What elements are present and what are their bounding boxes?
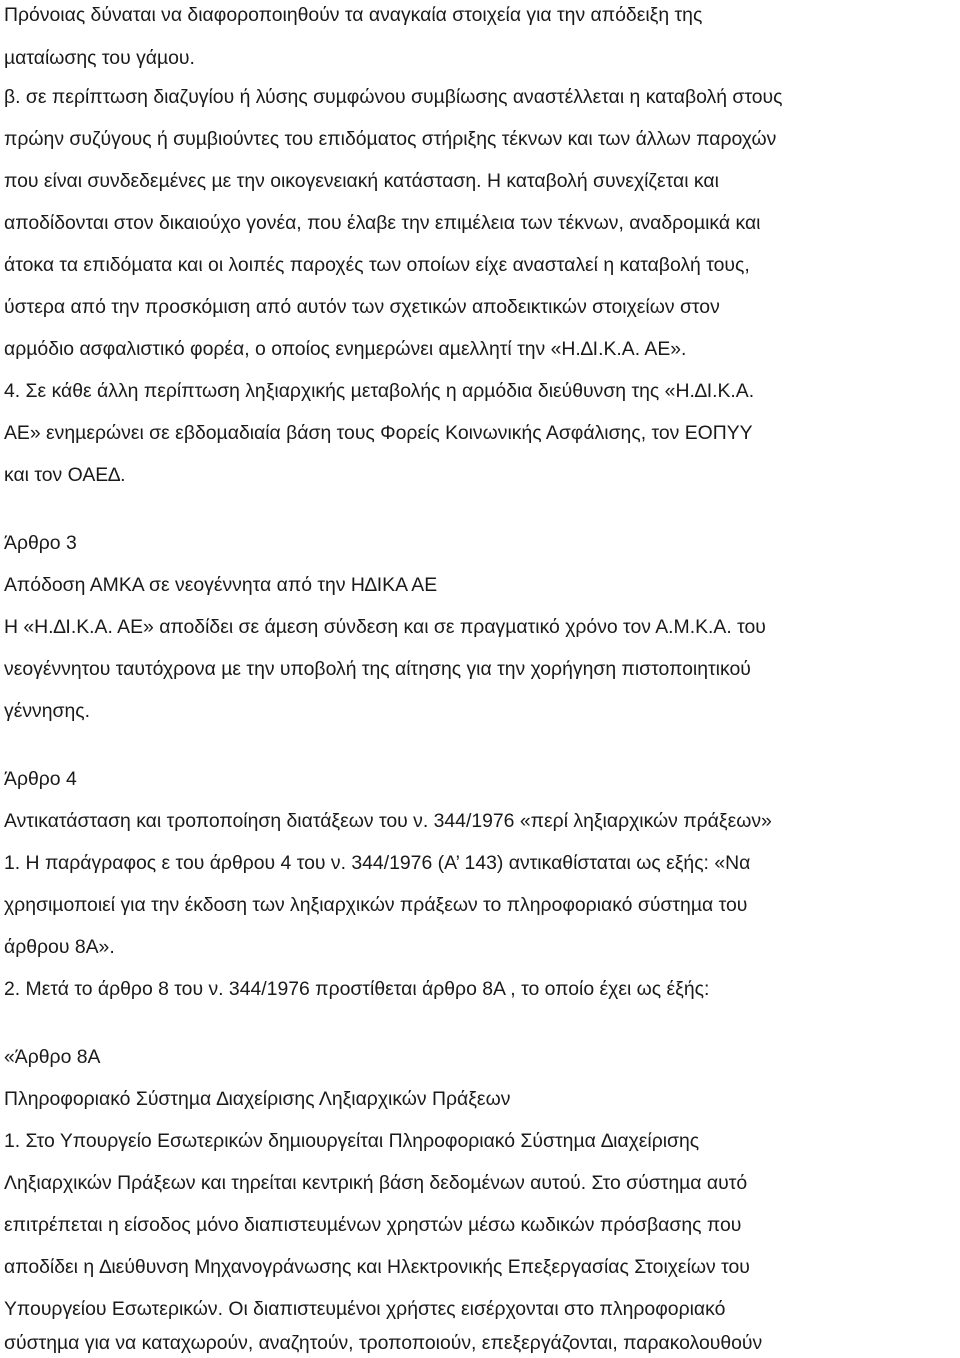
- article-title: Απόδοση ΑΜΚΑ σε νεογέννητα από την Η∆ΙΚΑ ΑΕ: [4, 574, 438, 596]
- text-line: 2. Μετά το άρθρο 8 του ν. 344/1976 προστίθεται άρθρο 8Α , το οποίο έχει ως έξής:: [4, 978, 710, 1000]
- article-title: Αντικατάσταση και τροποποίηση διατάξεων του ν. 344/1976 «περί ληξιαρχικών πράξεων»: [4, 810, 772, 832]
- text-line: 1. Η παράγραφος ε του άρθρου 4 του ν. 344/1976 (Α’ 143) αντικαθίσταται ως εξής: «Να: [4, 852, 751, 874]
- text-line: Πρόνοιας δύναται να διαφοροποιηθούν τα αναγκαία στοιχεία για την απόδειξη της: [4, 4, 703, 26]
- text-line: Η «Η.∆Ι.Κ.Α. ΑΕ» αποδίδει σε άµεση σύνδεση και σε πραγµατικό χρόνο τον Α.Μ.Κ.Α. του: [4, 616, 766, 638]
- text-line: Υπουργείου Εσωτερικών. Οι διαπιστευµένοι χρήστες εισέρχονται στο πληροφοριακό: [4, 1298, 726, 1320]
- article-heading: Άρθρο 4: [4, 768, 77, 790]
- text-line: νεογέννητου ταυτόχρονα µε την υποβολή της αίτησης για την χορήγηση πιστοποιητικού: [4, 658, 751, 680]
- text-line: αποδίδονται στον δικαιούχο γονέα, που έλαβε την επιµέλεια των τέκνων, αναδροµικά και: [4, 212, 761, 234]
- article-title: Πληροφοριακό Σύστηµα ∆ιαχείρισης Ληξιαρχικών Πράξεων: [4, 1088, 511, 1110]
- text-line: 4. Σε κάθε άλλη περίπτωση ληξιαρχικής µεταβολής η αρµόδια διεύθυνση της «Η.∆Ι.Κ.Α.: [4, 380, 755, 402]
- text-line: και τον ΟΑΕ∆.: [4, 464, 126, 486]
- text-line: ύστερα από την προσκόµιση από αυτόν των σχετικών αποδεικτικών στοιχείων στον: [4, 296, 720, 318]
- text-line: χρησιµοποιεί για την έκδοση των ληξιαρχικών πράξεων το πληροφοριακό σύστηµα του: [4, 894, 748, 916]
- text-line: Ληξιαρχικών Πράξεων και τηρείται κεντρική βάση δεδοµένων αυτού. Στο σύστηµα αυτό: [4, 1172, 748, 1194]
- text-line: άρθρου 8Α».: [4, 936, 115, 958]
- text-line: αποδίδει η ∆ιεύθυνση Μηχανογράνωσης και Ηλεκτρονικής Επεξεργασίας Στοιχείων του: [4, 1256, 750, 1278]
- text-line: µαταίωσης του γάµου.: [4, 47, 195, 69]
- text-line: πρώην συζύγους ή συµβιούντες του επιδόµατος στήριξης τέκνων και των άλλων παροχών: [4, 128, 777, 150]
- text-line: επιτρέπεται η είσοδος µόνο διαπιστευµένων χρηστών µέσω κωδικών πρόσβασης που: [4, 1214, 742, 1236]
- text-line: αρµόδιο ασφαλιστικό φορέα, ο οποίος ενηµερώνει αµελλητί την «Η.∆Ι.Κ.Α. ΑΕ».: [4, 338, 687, 360]
- text-line: γέννησης.: [4, 700, 90, 722]
- text-line: άτοκα τα επιδόµατα και οι λοιπές παροχές των οποίων είχε ανασταλεί η καταβολή τους,: [4, 254, 750, 276]
- text-line: σύστηµα για να καταχωρούν, αναζητούν, τροποποιούν, επεξεργάζονται, παρακολουθούν: [4, 1332, 763, 1354]
- article-heading: «Άρθρο 8Α: [4, 1046, 101, 1068]
- text-line: 1. Στο Υπουργείο Εσωτερικών δηµιουργείται Πληροφοριακό Σύστηµα ∆ιαχείρισης: [4, 1130, 700, 1152]
- text-line: β. σε περίπτωση διαζυγίου ή λύσης συµφώνου συµβίωσης αναστέλλεται η καταβολή στους: [4, 86, 783, 108]
- article-heading: Άρθρο 3: [4, 532, 77, 554]
- text-line: ΑΕ» ενηµερώνει σε εβδοµαδιαία βάση τους Φορείς Κοινωνικής Ασφάλισης, τον ΕΟΠΥΥ: [4, 422, 753, 444]
- text-line: που είναι συνδεδεµένες µε την οικογενειακή κατάσταση. Η καταβολή συνεχίζεται και: [4, 170, 719, 192]
